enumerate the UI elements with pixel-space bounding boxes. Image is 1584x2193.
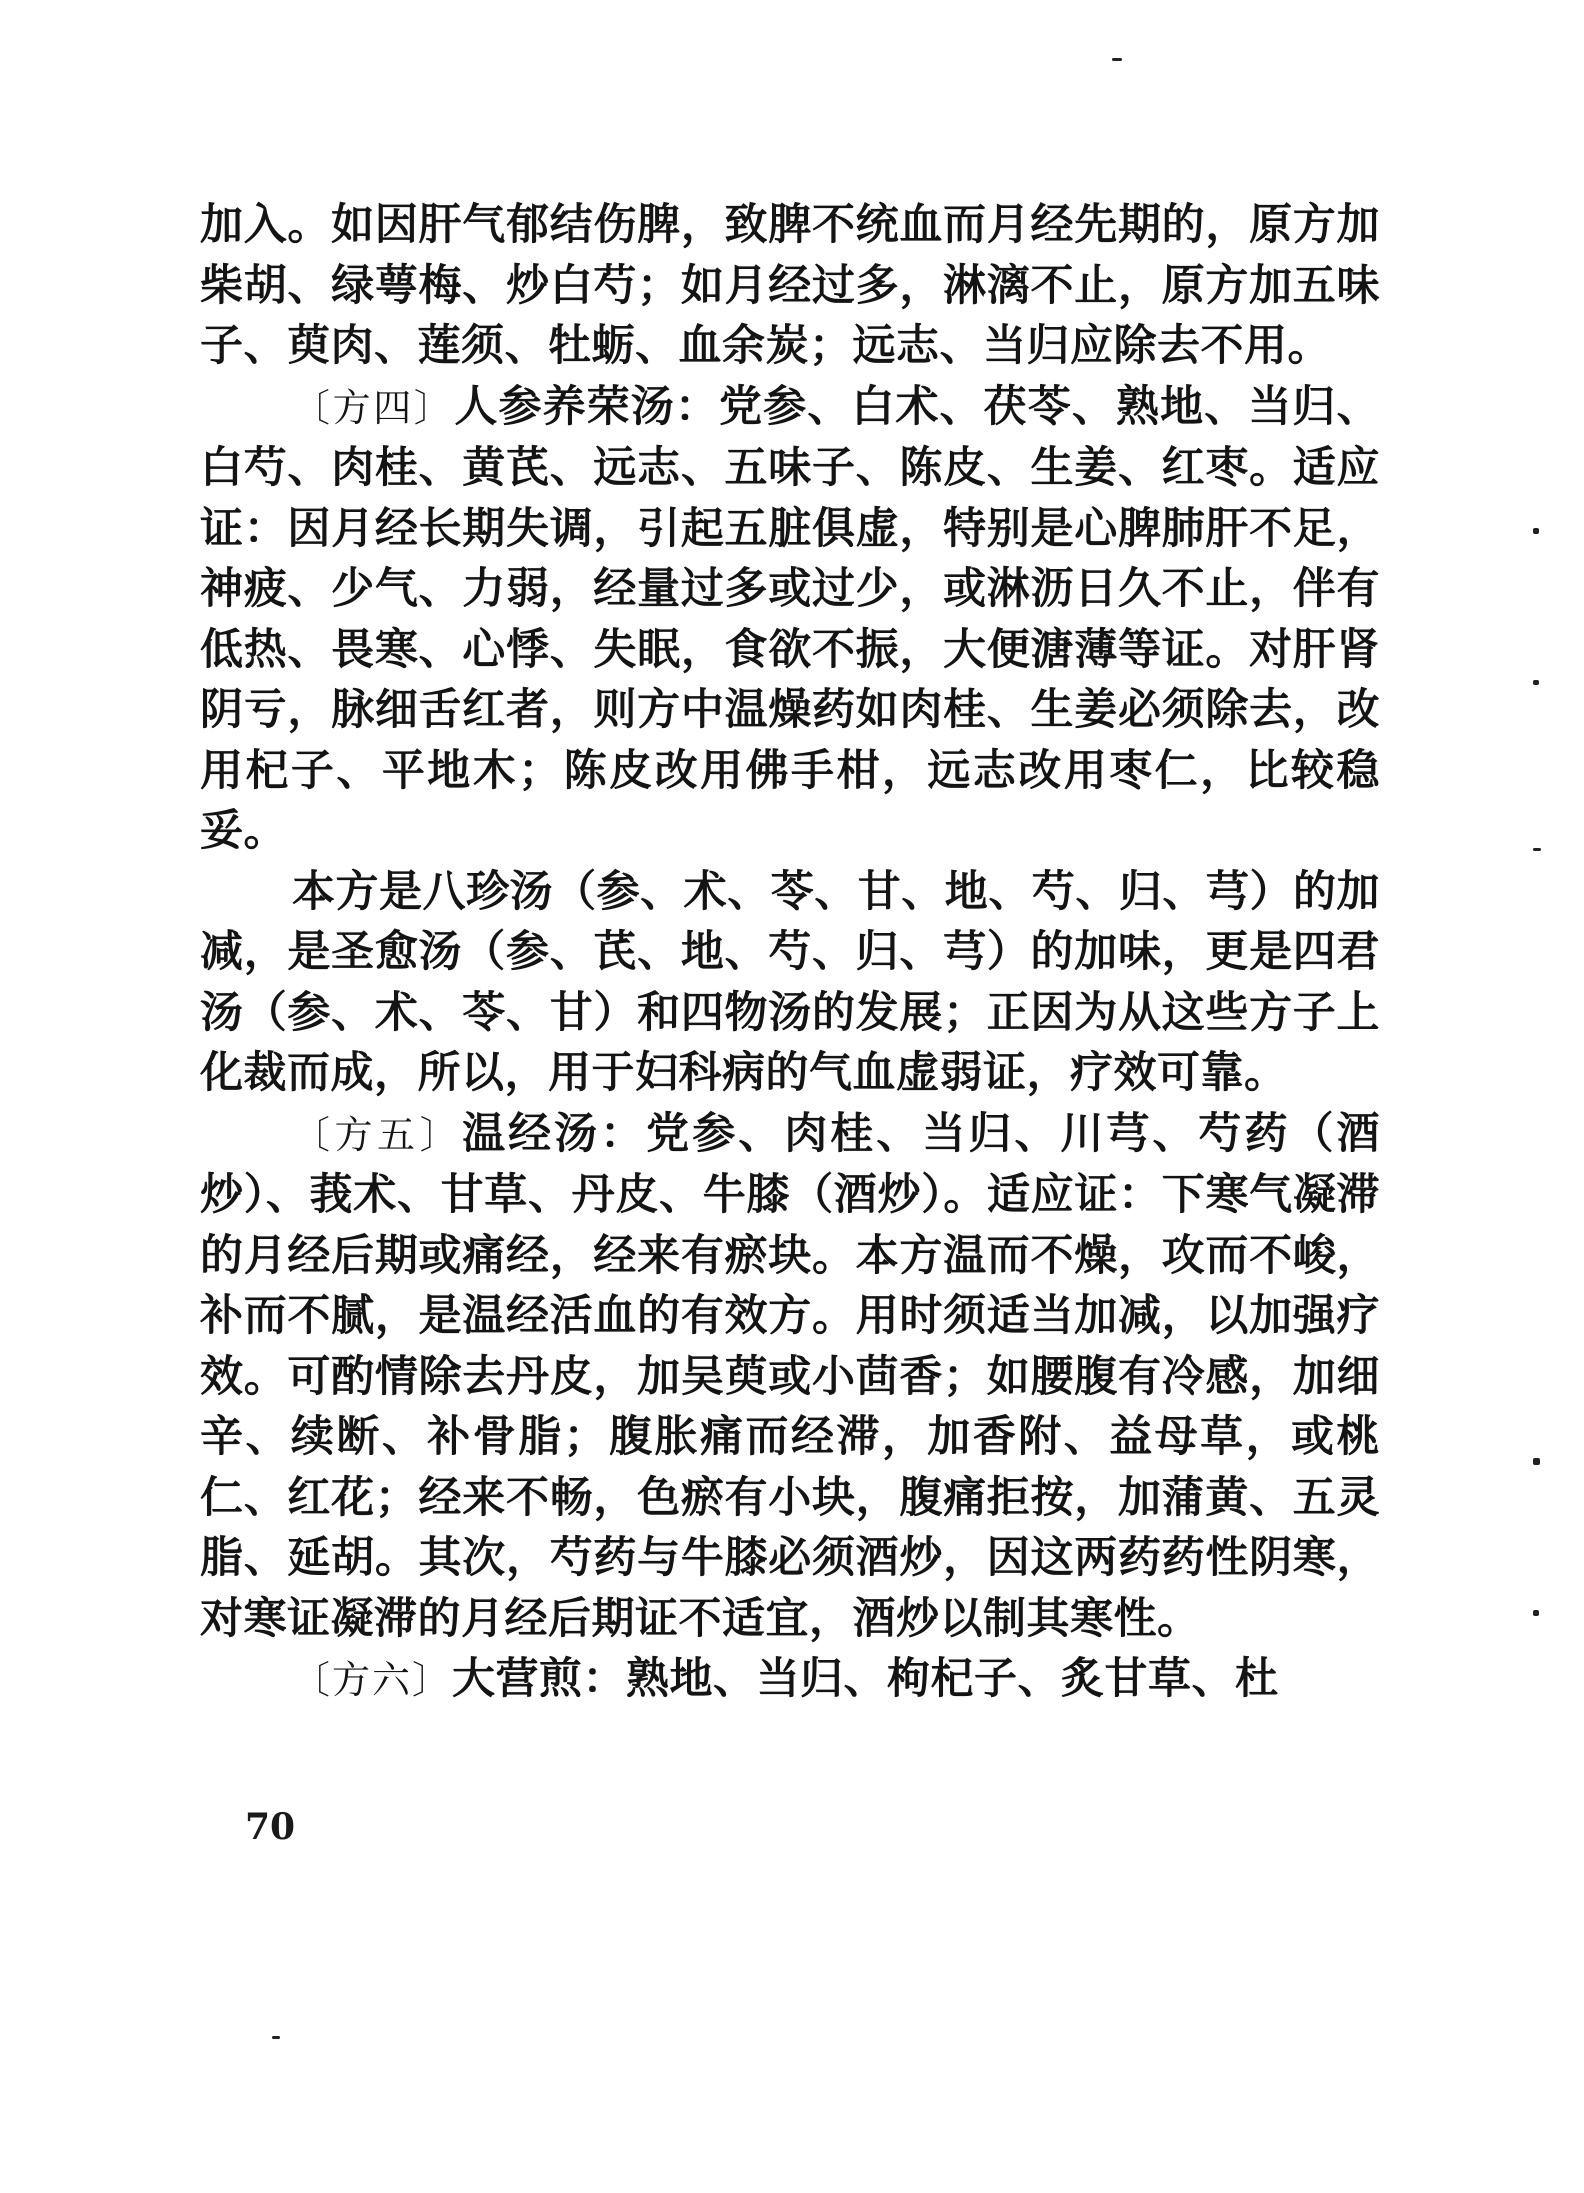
scan-speck xyxy=(1533,848,1541,851)
paragraph-3 xyxy=(200,862,1380,1104)
scan-speck xyxy=(1533,528,1539,534)
paragraph-2 xyxy=(200,377,1380,862)
formula-label-5: 〔方五〕 xyxy=(292,1112,463,1157)
paragraph-5 xyxy=(200,1649,1380,1711)
body-text xyxy=(200,195,1380,1711)
scan-speck xyxy=(1533,1610,1539,1616)
paragraph-4 xyxy=(200,1104,1380,1650)
paragraph-2-text: 人参养荣汤：党参、白术、茯苓、熟地、当归、白芍、肉桂、黄芪、远志、五味子、陈皮、生姜、红枣。适应证：因月经长期失调，引起五脏俱虚，特别是心脾肺肝不足，神疲、少气、力弱，经量过多或过少，或淋沥日久不止，伴有低热、畏寒、心悸、失眠，食欲不振，大便溏薄等证。对肝肾阴亏，脉细舌红者，则方中温燥药如肉桂、生姜必须除去，改用杞子、平地木；陈皮改用佛手柑，远志改用枣仁，比较稳妥。 xyxy=(200,381,1380,856)
formula-label-4: 〔方四〕 xyxy=(292,385,455,430)
scan-speck xyxy=(1533,680,1539,685)
paragraph-1-text: 加入。如因肝气郁结伤脾，致脾不统血而月经先期的，原方加柴胡、绿萼梅、炒白芍；如月经过多，淋漓不止，原方加五味子、萸肉、莲须、牡蛎、血余炭；远志、当归应除去不用。 xyxy=(200,200,1380,371)
paragraph-1 xyxy=(200,195,1380,377)
paragraph-4-text: 温经汤：党参、肉桂、当归、川芎、芍药（酒炒）、莪术、甘草、丹皮、牛膝（酒炒）。适应证：下寒气凝滞的月经后期或痛经，经来有瘀块。本方温而不燥，攻而不峻，补而不腻，是温经活血的有效方。用时须适当加减，以加强疗效。可酌情除去丹皮，加吴萸或小茴香；如腰腹有冷感，加细辛、续断、补骨脂；腹胀痛而经滞，加香附、益母草，或桃仁、红花；经来不畅，色瘀有小块，腹痛拒按，加蒲黄、五灵脂、延胡。其次，芍药与牛膝必须酒炒，因这两药药性阴寒，对寒证凝滞的月经后期证不适宜，酒炒以制其寒性。 xyxy=(200,1108,1380,1644)
scan-speck xyxy=(1533,1458,1540,1465)
page-number: 70 xyxy=(245,1806,296,1848)
scan-speck xyxy=(1112,58,1122,61)
scan-speck xyxy=(272,2036,280,2039)
formula-label-6: 〔方六〕 xyxy=(292,1658,453,1702)
paragraph-3-text: 本方是八珍汤（参、术、苓、甘、地、芍、归、芎）的加减，是圣愈汤（参、芪、地、芍、归、芎）的加味，更是四君汤（参、术、苓、甘）和四物汤的发展；正因为从这些方子上化裁而成，所以，用于妇科病的气血虚弱证，疗效可靠。 xyxy=(200,866,1380,1098)
paragraph-5-text: 大营煎：熟地、当归、枸杞子、炙甘草、杜 xyxy=(452,1654,1279,1704)
